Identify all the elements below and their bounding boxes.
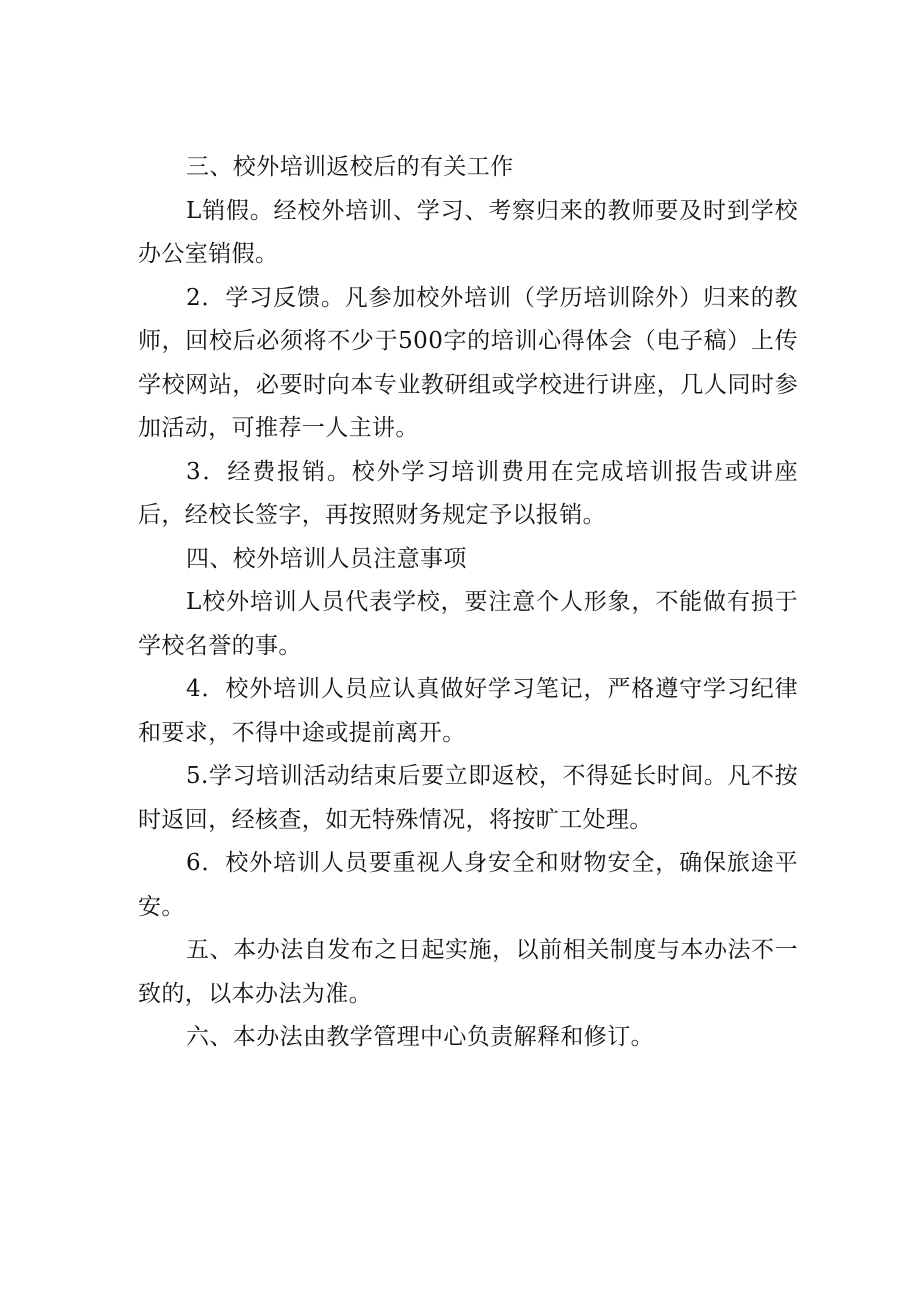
section-heading-3: 三、校外培训返校后的有关工作 [186,154,514,180]
paragraph-study-notes: 4．校外培训人员应认真做好学习笔记，严格遵守学习纪律和要求，不得中途或提前离开。 [138,676,798,746]
paragraph-represent-school: L校外培训人员代表学校，要注意个人形象，不能做有损于学校名誉的事。 [138,589,798,659]
section-heading-6: 六、本办法由教学管理中心负责解释和修订。 [186,1024,654,1050]
paragraph-leave-cancel: L销假。经校外培训、学习、考察归来的教师要及时到学校办公室销假。 [138,197,798,267]
paragraph-study-feedback: 2．学习反馈。凡参加校外培训（学历培训除外）归来的教师，回校后必须将不少于500字的培训心得体会（电子稿）上传学校网站，必要时向本专业教研组或学校进行讲座，几人同时参加活动，可推荐一人主讲。 [138,284,798,441]
section-heading-5: 五、本办法自发布之日起实施，以前相关制度与本办法不一致的，以本办法为准。 [138,937,798,1007]
section-heading-4: 四、校外培训人员注意事项 [186,545,467,572]
paragraph-expense-reimbursement: 3．经费报销。校外学习培训费用在完成培训报告或讲座后，经校长签字，再按照财务规定予以报销。 [138,458,798,528]
document-body [138,146,798,1060]
paragraph-return-promptly: 5.学习培训活动结束后要立即返校，不得延长时间。凡不按时返回，经核查，如无特殊情况，将按旷工处理。 [138,763,798,833]
paragraph-safety: 6．校外培训人员要重视人身安全和财物安全，确保旅途平安。 [138,850,798,920]
